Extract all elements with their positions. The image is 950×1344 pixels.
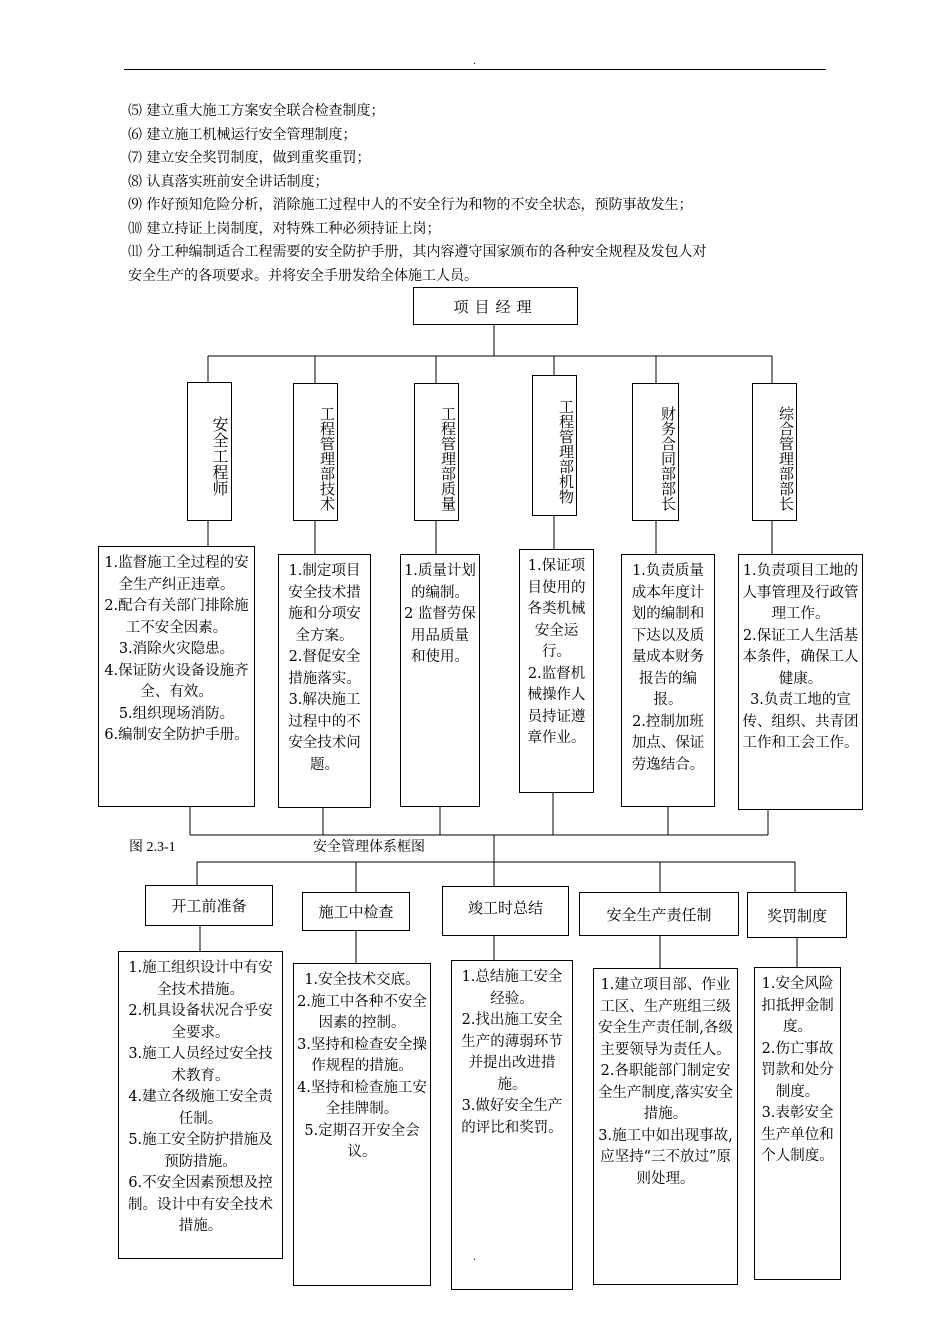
project-manager-box: [413, 287, 578, 325]
role-box-safety-engineer: [187, 382, 232, 521]
duty-item: 2.找出施工安全生产的薄弱环节并提出改进措施。: [461, 1012, 563, 1093]
duty-item: 1.安全技术交底。: [304, 972, 420, 988]
role-label: 工程管理部技术: [318, 405, 336, 511]
duty-item: 3.坚持和检查安全操作规程的措施。: [297, 1036, 427, 1074]
duty-item: 3.表彰安全生产单位和个人制度。: [761, 1105, 834, 1164]
role-label: 工程管理部质量: [439, 405, 457, 511]
list-item: ⑸ 建立重大施工方案安全联合检查制度；: [128, 103, 385, 119]
duty-box-preparation: [118, 951, 283, 1259]
duty-box-summary: [451, 960, 573, 1290]
role-label: 财务合同部部长: [659, 405, 677, 511]
duty-item: 1.负责项目工地的人事管理及行政管理工作。: [742, 563, 859, 622]
header-label: 奖罚制度: [766, 906, 827, 925]
header-box-summary: [442, 886, 569, 936]
duty-item: 1.制定项目安全技术措施和分项安全方案。: [288, 563, 361, 644]
header-box-rewards: [747, 892, 847, 938]
header-label: 开工前准备: [171, 897, 247, 915]
duty-item: 4.坚持和检查施工安全挂牌制。: [297, 1079, 427, 1117]
duty-item: 1.监督施工全过程的安全生产纠正违章。: [104, 555, 249, 593]
duty-item: 6.编制安全防护手册。: [104, 727, 249, 743]
list-item: ⑹ 建立施工机械运行安全管理制度；: [128, 126, 357, 143]
duty-box-responsibility: [593, 968, 738, 1285]
header-box-inspection: [302, 892, 410, 931]
duty-item: 2.控制加班加点、保证劳逸结合。: [631, 713, 705, 773]
duty-item: 2.督促安全措施落实。: [288, 649, 361, 687]
header-label: 竣工时总结: [467, 899, 543, 917]
project-manager-label: 项目经理: [453, 297, 538, 316]
role-box-quality: [414, 383, 459, 521]
duty-item: 1.保证项目使用的各类机械安全运行。: [527, 558, 586, 660]
duty-item: 5.施工安全防护措施及预防措施。: [128, 1132, 273, 1170]
list-item: ⑻ 认真落实班前安全讲话制度；: [128, 173, 329, 190]
duty-item: 2 监督劳保用品质量和使用。: [404, 606, 476, 665]
duty-item: 2.伤亡事故罚款和处分制度。: [761, 1040, 834, 1100]
role-box-machinery: [532, 375, 577, 516]
list-item: 安全生产的各项要求。并将安全手册发给全体施工人员。: [128, 267, 478, 284]
duty-item: 3.施工中如出现事故,应坚持“三不放过”原则处理。: [598, 1127, 733, 1187]
list-item: ⑾ 分工种编制适合工程需要的安全防护手册，其内容遵守国家颁布的各种安全规程及发包人对: [128, 244, 707, 260]
duty-item: 1.施工组织设计中有安全技术措施。: [128, 960, 273, 998]
duty-box-quality: [400, 554, 480, 807]
duty-item: 3.做好安全生产的评比和奖罚。: [461, 1098, 563, 1136]
figure-label: 图 2.3-1: [129, 840, 176, 855]
header-dot: .: [473, 56, 477, 67]
role-label: 安全工程师: [210, 415, 229, 496]
duty-box-tech: [278, 554, 371, 808]
list-item: ⑽ 建立持证上岗制度，对特殊工种必须持证上岗；: [128, 220, 441, 237]
duty-item: 2.监督机械操作人员持证遵章作业。: [527, 665, 586, 746]
duty-box-safety-engineer: [98, 546, 255, 807]
duty-item: 2.机具设备状况合乎安全要求。: [128, 1003, 273, 1041]
role-box-finance: [632, 383, 679, 521]
duty-box-rewards: [754, 967, 841, 1280]
header-box-responsibility: [579, 892, 739, 936]
list-item: ⑺ 建立安全奖罚制度，做到重奖重罚；: [128, 150, 371, 166]
duty-item: 2.配合有关部门排除施工不安全因素。: [104, 598, 249, 636]
duty-box-machinery: [519, 549, 594, 793]
duty-item: 4.建立各级施工安全责任制。: [128, 1089, 273, 1127]
duty-item: 6.不安全因素预想及控制。设计中有安全技术措施。: [128, 1175, 273, 1234]
footer-dot: .: [473, 1252, 477, 1263]
header-label: 安全生产责任制: [606, 905, 712, 924]
duty-box-finance: [621, 554, 715, 807]
duty-box-inspection: [293, 963, 431, 1286]
duty-item: 2.保证工人生活基本条件，确保工人健康。: [742, 627, 859, 687]
header-label: 施工中检查: [318, 903, 394, 921]
role-label: 综合管理部部长: [777, 405, 795, 511]
duty-item: 1.负责质量成本年度计划的编制和下达以及质量成本财务报告的编报。: [631, 563, 705, 708]
list-item: ⑼ 作好预知危险分析，消除施工过程中人的不安全行为和物的不安全状态，预防事故发生；: [128, 197, 693, 213]
duty-item: 3.施工人员经过安全技术教育。: [128, 1046, 273, 1084]
duty-item: 5.定期召开安全会议。: [304, 1122, 420, 1160]
duty-item: 1.总结施工安全经验。: [461, 969, 563, 1007]
duty-item: 4.保证防火设备设施齐全、有效。: [104, 662, 249, 700]
duty-item: 3.解决施工过程中的不安全技术问题。: [288, 692, 361, 773]
duty-item: 3.负责工地的宣传、组织、共青团工作和工会工作。: [742, 692, 859, 751]
duty-item: 3.消除火灾隐患。: [118, 641, 235, 657]
duty-item: 1.安全风险扣抵押金制度。: [761, 976, 834, 1035]
header-box-preparation: [145, 885, 273, 926]
duty-item: 5.组织现场消防。: [118, 705, 235, 722]
role-label: 工程管理部机物: [557, 399, 575, 504]
duty-item: 1.质量计划的编制。: [404, 563, 476, 601]
duty-item: 2.施工中各种不安全因素的控制。: [297, 993, 427, 1031]
role-box-tech: [293, 383, 338, 521]
duty-box-general: [738, 554, 863, 810]
duty-item: 2.各职能部门制定安全生产制度,落实安全措施。: [597, 1063, 734, 1122]
duty-item: 1.建立项目部、作业工区、生产班组三级安全生产责任制,各级主要领导为责任人。: [597, 977, 734, 1058]
figure-caption: 安全管理体系框图: [313, 839, 425, 855]
role-box-general: [752, 383, 797, 521]
